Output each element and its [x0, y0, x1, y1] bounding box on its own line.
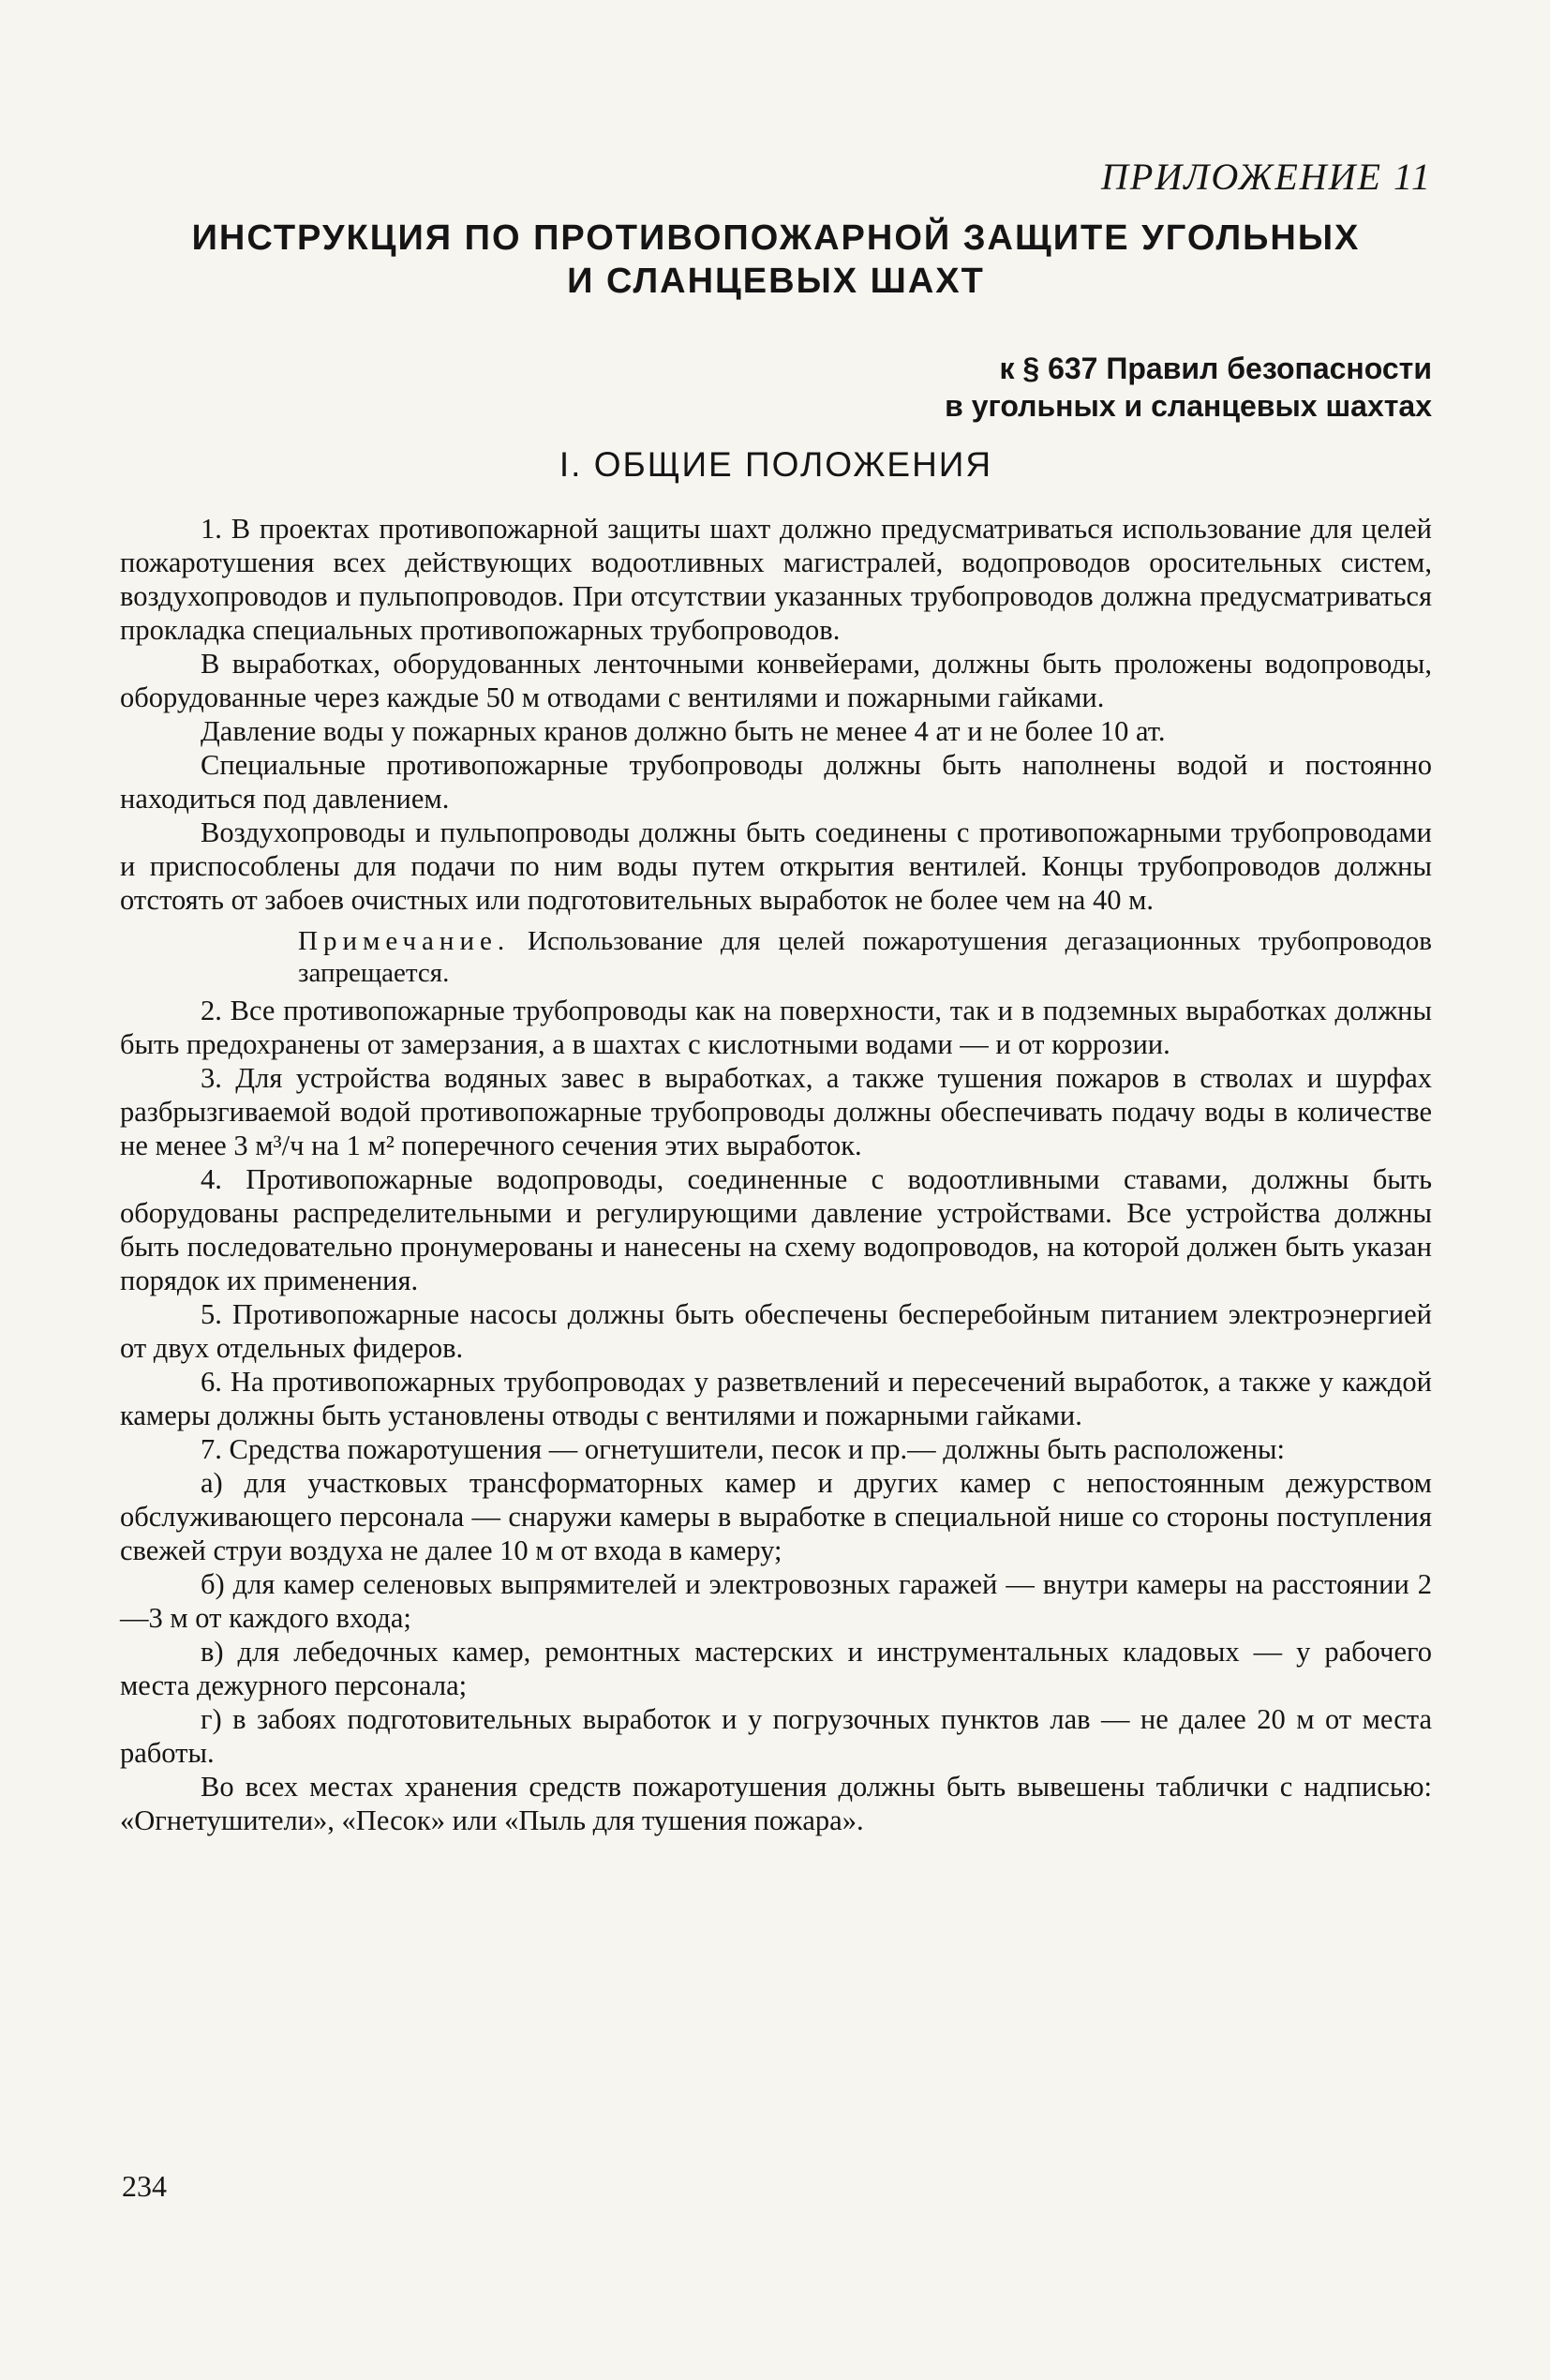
- paragraph-7g: г) в забоях подготовительных выработок и у погрузочных пунктов лав — не далее 20 м от места работы.: [120, 1703, 1432, 1770]
- note-text: Использование для целей пожаротушения дегазационных трубопроводов запрещается.: [298, 926, 1432, 989]
- paragraph-7: 7. Средства пожаротушения — огнетушители, песок и пр.— должны быть расположены:: [201, 1433, 1285, 1466]
- paragraph-4: 4. Противопожарные водопроводы, соединенные с водоотливными ставами, должны быть оборудованы распределительными и регулирующими давление устройствами. Все устройства должны быть последовательно пронумерованы и нанесены на схему водопроводов, на которой должен быть указан порядок их применения.: [120, 1163, 1432, 1297]
- paragraph-7a: а) для участковых трансформаторных камер и других камер с непостоянным дежурством обслуживающего персонала — снаружи камеры в выработке в специальной нише со стороны поступления свежей струи воздуха не далее 10 м от входа в камеру;: [120, 1467, 1432, 1567]
- document-title-line-1: ИНСТРУКЦИЯ ПО ПРОТИВОПОЖАРНОЙ ЗАЩИТЕ УГОЛЬНЫХ: [191, 218, 1361, 258]
- paragraph-1: 1. В проектах противопожарной защиты шахт должно предусматриваться использование для целей пожаротушения всех действующих водоотливных магистралей, водопроводов оросительных систем, воздухопроводов и пульпопроводов. При отсутствии указанных трубопроводов должна предусматриваться прокладка специальных противопожарных трубопроводов.: [120, 513, 1432, 647]
- paragraph-6: 6. На противопожарных трубопроводах у разветвлений и пересечений выработок, а также у каждой камеры должны быть установлены отводы с вентилями и пожарными гайками.: [120, 1366, 1432, 1432]
- document-body: [120, 513, 1432, 1838]
- paragraph-air-pulp-pipelines: Воздухопроводы и пульпопроводы должны быть соединены с противопожарными трубопроводами и приспособлены для подачи по ним воды путем открытия вентилей. Концы трубопроводов должны отстоять от забоев очистных или подготовительных выработок не более чем на 40 м.: [120, 816, 1432, 917]
- page-number: 234: [122, 2169, 167, 2203]
- paragraph-2: 2. Все противопожарные трубопроводы как на поверхности, так и в подземных выработках должны быть предохранены от замерзания, а в шахтах с кислотными водами — и от коррозии.: [120, 995, 1432, 1061]
- paragraph-7v: в) для лебедочных камер, ремонтных мастерских и инструментальных кладовых — у рабочего места дежурного персонала;: [120, 1636, 1432, 1702]
- paragraph-pipelines-filled: Специальные противопожарные трубопроводы должны быть наполнены водой и постоянно находиться под давлением.: [120, 749, 1432, 816]
- document-title-line-2: И СЛАНЦЕВЫХ ШАХТ: [567, 261, 985, 301]
- note-label: Примечание.: [298, 926, 511, 956]
- appendix-label: ПРИЛОЖЕНИЕ 11: [1101, 156, 1432, 198]
- rules-reference-line-2: в угольных и сланцевых шахтах: [945, 389, 1432, 424]
- paragraph-3: 3. Для устройства водяных завес в выработках, а также тушения пожаров в стволах и шурфах разбрызгиваемой водой противопожарные трубопроводы должны обеспечивать подачу воды в количестве не менее 3 м³/ч на 1 м² поперечного сечения этих выработок.: [120, 1062, 1432, 1162]
- page-content: [120, 155, 1432, 1838]
- note-paragraph: [120, 925, 1432, 989]
- paragraph-5: 5. Противопожарные насосы должны быть обеспечены бесперебойным питанием электроэнергией от двух отдельных фидеров.: [120, 1298, 1432, 1365]
- paragraph-signage: Во всех местах хранения средств пожаротушения должны быть вывешены таблички с надписью: «Огнетушители», «Песок» или «Пыль для тушения пожара».: [120, 1771, 1432, 1837]
- section-title: I. ОБЩИЕ ПОЛОЖЕНИЯ: [559, 445, 993, 485]
- document-title: [120, 217, 1432, 303]
- paragraph-water-pressure: Давление воды у пожарных кранов должно быть не менее 4 ат и не более 10 ат.: [201, 715, 1166, 748]
- paragraph-pipelines-conveyors: В выработках, оборудованных ленточными конвейерами, должны быть проложены водопроводы, оборудованные через каждые 50 м отводами с вентилями и пожарными гайками.: [120, 648, 1432, 714]
- paragraph-7b: б) для камер селеновых выпрямителей и электровозных гаражей — внутри камеры на расстоянии 2—3 м от каждого входа;: [120, 1568, 1432, 1635]
- rules-reference-line-1: к § 637 Правил безопасности: [999, 352, 1432, 386]
- rules-reference: [120, 350, 1432, 425]
